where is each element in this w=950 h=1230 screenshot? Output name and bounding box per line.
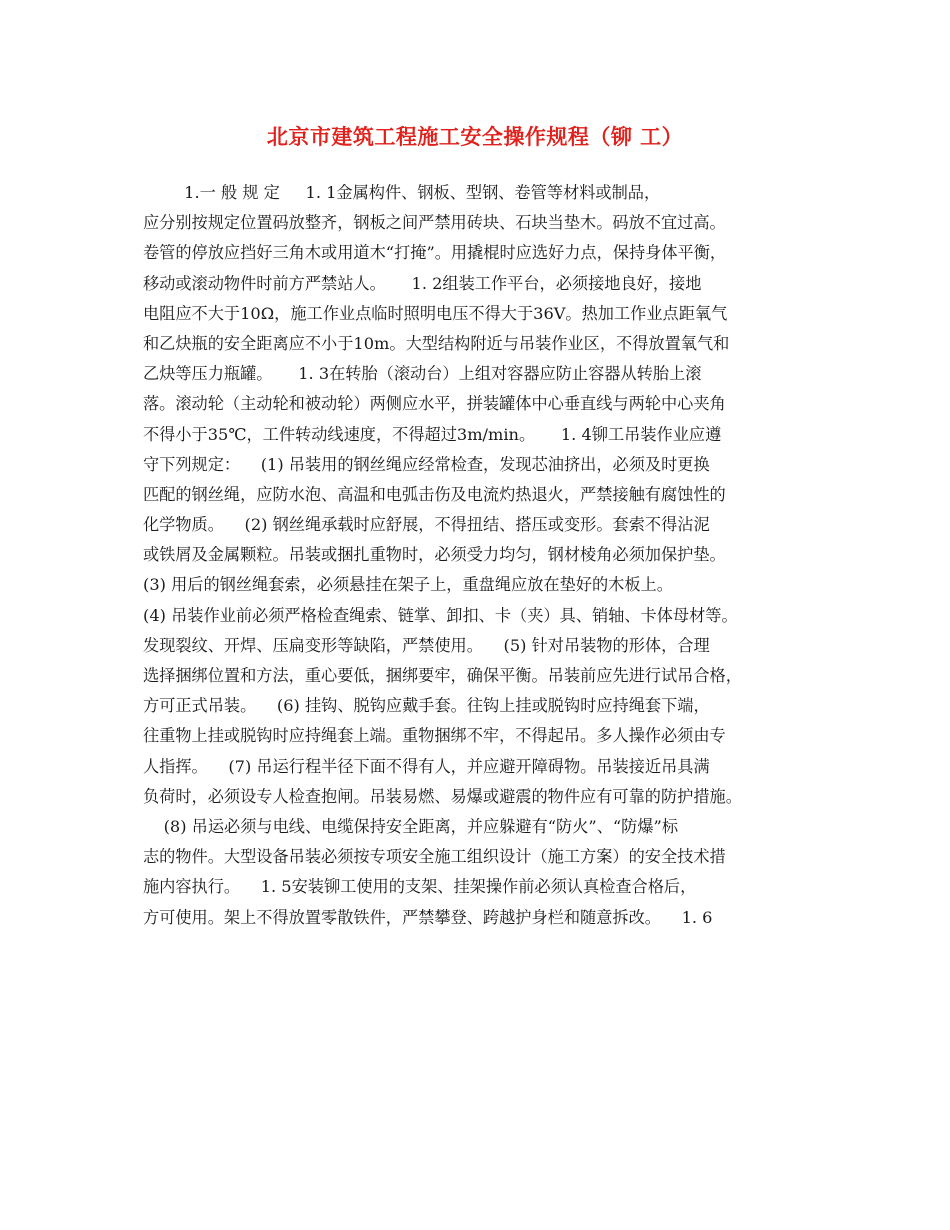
text-line: 应分别按规定位置码放整齐，钢板之间严禁用砖块、石块当垫木。码放不宜过高。: [143, 213, 726, 233]
text-line: 守下列规定： (1) 吊装用的钢丝绳应经常检查，发现芯油挤出，必须及时更换: [143, 454, 710, 474]
text-line: 电阻应不大于10Ω，施工作业点临时照明电压不得大于36V。热加工作业点距氧气: [143, 303, 728, 323]
text-line: 或铁屑及金属颗粒。吊装或捆扎重物时，必须受力均匀，钢材棱角必须加保护垫。: [143, 545, 726, 565]
document-body: [143, 178, 823, 933]
text-line: (3) 用后的钢丝绳套索，必须悬挂在架子上，重盘绳应放在垫好的木板上。: [143, 575, 673, 595]
text-line: (4) 吊装作业前必须严格检查绳索、链掌、卸扣、卡（夹）具、销轴、卡体母材等。: [143, 605, 738, 625]
text-line: 和乙炔瓶的安全距离应不小于10m。大型结构附近与吊装作业区，不得放置氧气和: [143, 333, 730, 353]
text-line: 匹配的钢丝绳，应防水泡、高温和电弧击伤及电流灼热退火，严禁接触有腐蚀性的: [143, 484, 726, 504]
text-line: 人指挥。 (7) 吊运行程半径下面不得有人，并应避开障碍物。吊装接近吊具满: [143, 756, 710, 776]
page-title: 北京市建筑工程施工安全操作规程（铆 工）: [266, 124, 684, 149]
text-line: 志的物件。大型设备吊装必须按专项安全施工组织设计（施工方案）的安全技术措: [143, 847, 726, 867]
text-line: 负荷时，必须设专人检查抱闸。吊装易燃、易爆或避震的物件应有可靠的防护措施。: [143, 786, 742, 806]
text-line: 1.一 般 规 定 1. 1金属构件、钢板、型钢、卷管等材料或制品，: [143, 183, 661, 202]
text-line: 落。滚动轮（主动轮和被动轮）两侧应水平，拼装罐体中心垂直线与两轮中心夹角: [143, 394, 726, 414]
text-line: 方可使用。架上不得放置零散铁件，严禁攀登、跨越护身栏和随意拆改。 1. 6: [143, 907, 713, 927]
text-line: 发现裂纹、开焊、压扁变形等缺陷，严禁使用。 (5) 针对吊装物的形体，合理: [143, 635, 710, 655]
text-line: 化学物质。 (2) 钢丝绳承载时应舒展，不得扭结、搭压或变形。套索不得沾泥: [143, 515, 710, 535]
text-line: 方可正式吊装。 (6) 挂钩、脱钩应戴手套。往钩上挂或脱钩时应持绳套下端，: [143, 696, 710, 716]
text-line: 移动或滚动物件时前方严禁站人。 1. 2组装工作平台，必须接地良好，接地: [143, 273, 702, 293]
text-line: 乙炔等压力瓶罐。 1. 3在转胎（滚动台）上组对容器应防止容器从转胎上滚: [143, 364, 702, 384]
text-line: 施内容执行。 1. 5安装铆工使用的支架、挂架操作前必须认真检查合格后，: [143, 877, 697, 897]
text-line: (8) 吊运必须与电线、电缆保持安全距离，并应躲避有“防火”、“防爆”标: [143, 816, 679, 836]
text-line: 选择捆绑位置和方法，重心要低，捆绑要牢，确保平衡。吊装前应先进行试吊合格，: [143, 666, 742, 685]
text-line: 卷管的停放应挡好三角木或用道木“打掩”。用撬棍时应选好力点，保持身体平衡，: [143, 243, 727, 263]
text-line: 不得小于35℃，工件转动线速度，不得超过3m/min。 1. 4铆工吊装作业应遵: [143, 424, 722, 444]
text-line: 往重物上挂或脱钩时应持绳套上端。重物捆绑不牢，不得起吊。多人操作必须由专: [143, 726, 726, 746]
